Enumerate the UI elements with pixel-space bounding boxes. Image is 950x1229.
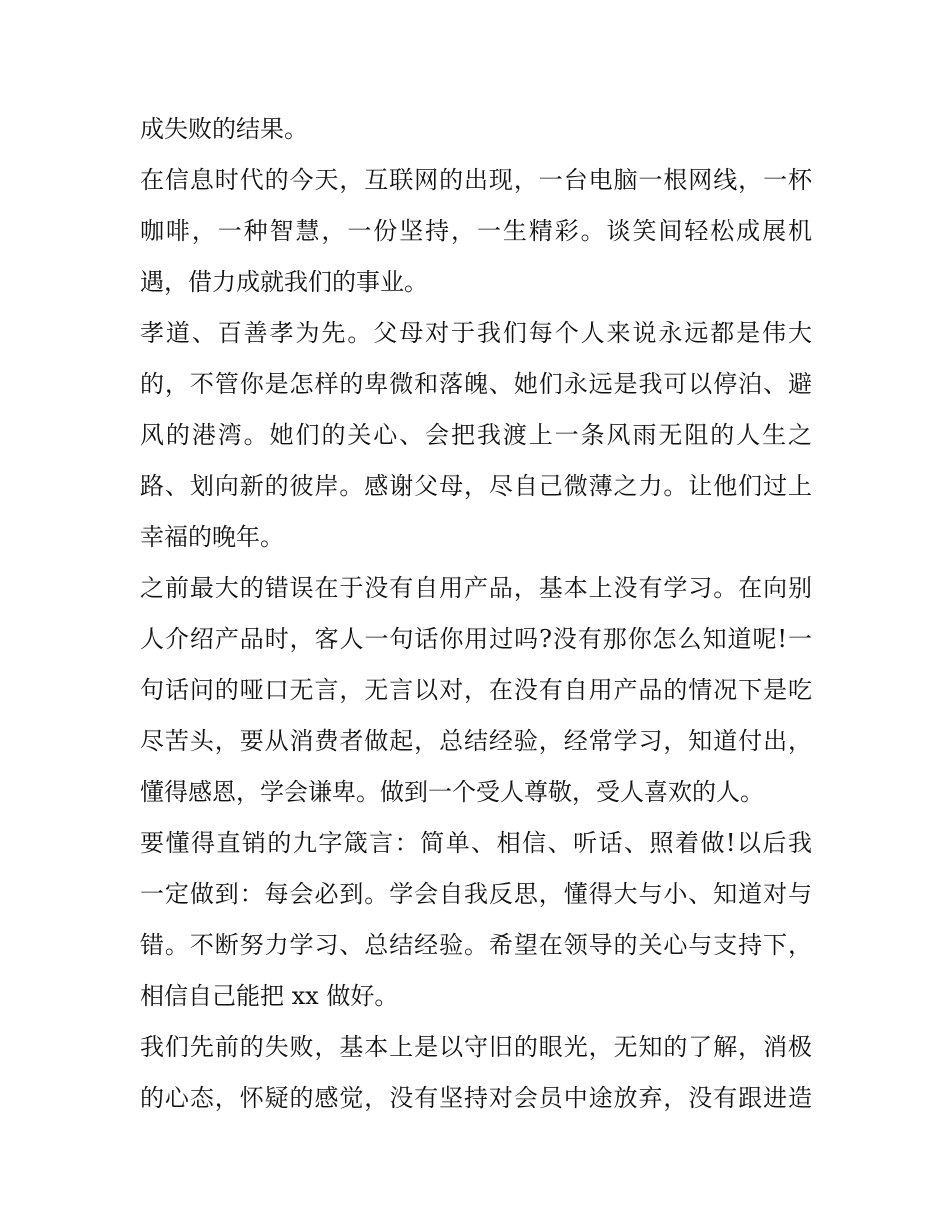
paragraph-5	[140, 818, 812, 1022]
document-body	[140, 104, 812, 1124]
paragraph-6	[140, 1022, 812, 1124]
text-line: 咖啡，一种智慧，一份坚持，一生精彩。谈笑间轻松成展机	[140, 217, 812, 245]
text-line: 相信自己能把 xx 做好。	[140, 982, 399, 1010]
text-line: 句话问的哑口无言，无言以对，在没有自用产品的情况下是吃	[140, 676, 812, 704]
text-line: 的心态，怀疑的感觉，没有坚持对会员中途放弃，没有跟进造	[140, 1084, 812, 1112]
text-line: 孝道、百善孝为先。父母对于我们每个人来说永远都是伟大	[140, 319, 812, 347]
text-line: 一定做到：每会必到。学会自我反思，懂得大与小、知道对与	[140, 880, 812, 908]
paragraph-2	[140, 155, 812, 308]
text-line: 幸福的晚年。	[140, 523, 284, 551]
text-line: 风的港湾。她们的关心、会把我渡上一条风雨无阻的人生之	[140, 421, 812, 449]
text-line: 我们先前的失败，基本上是以守旧的眼光，无知的了解，消极	[140, 1033, 812, 1061]
paragraph-1	[140, 104, 812, 155]
text-line: 遇，借力成就我们的事业。	[140, 268, 428, 296]
text-line: 路、划向新的彼岸。感谢父母，尽自己微薄之力。让他们过上	[140, 472, 812, 500]
text-line: 的，不管你是怎样的卑微和落魄、她们永远是我可以停泊、避	[140, 370, 812, 398]
text-line: 之前最大的错误在于没有自用产品，基本上没有学习。在向别	[140, 574, 812, 602]
paragraph-3	[140, 308, 812, 563]
text-line: 人介绍产品时，客人一句话你用过吗?没有那你怎么知道呢!一	[140, 625, 812, 653]
text-line: 要懂得直销的九字箴言：简单、相信、听话、照着做!以后我	[140, 829, 812, 857]
text-line: 尽苦头，要从消费者做起，总结经验，经常学习，知道付出，	[140, 727, 812, 755]
paragraph-4	[140, 563, 812, 818]
text-line: 成失败的结果。	[140, 115, 308, 143]
text-line: 在信息时代的今天，互联网的出现，一台电脑一根网线，一杯	[140, 166, 812, 194]
text-line: 错。不断努力学习、总结经验。希望在领导的关心与支持下，	[140, 931, 812, 959]
text-line: 懂得感恩，学会谦卑。做到一个受人尊敬，受人喜欢的人。	[140, 778, 764, 806]
